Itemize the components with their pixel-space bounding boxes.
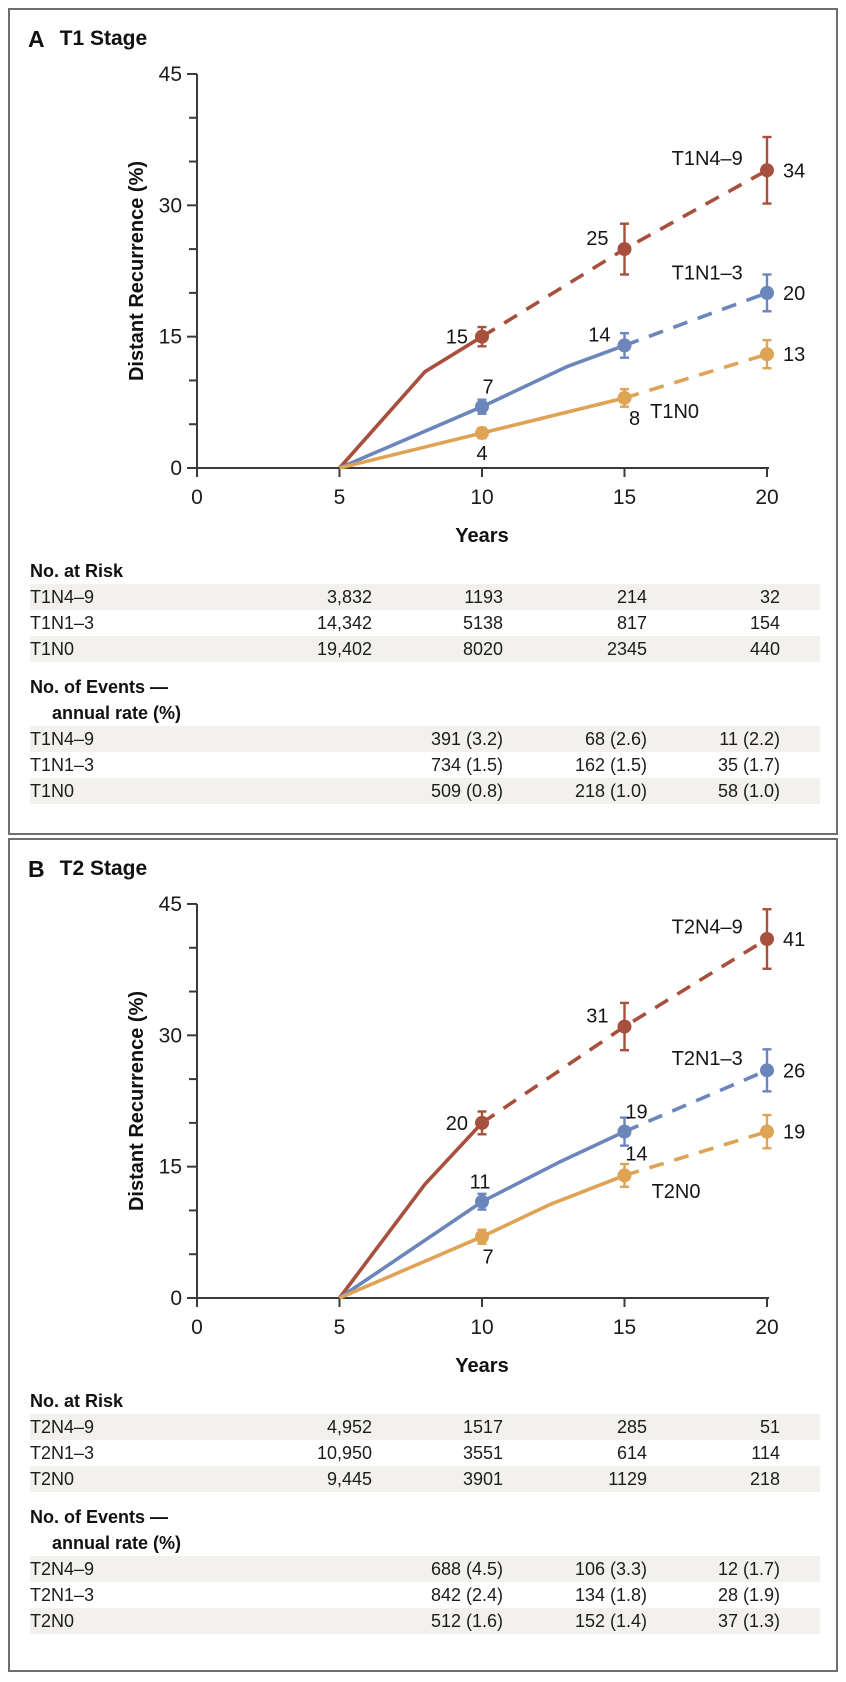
- row-value: 509 (0.8): [430, 781, 503, 801]
- y-tick-label: 0: [170, 457, 182, 480]
- point-value-label: 34: [783, 160, 806, 183]
- row-value: 19,402: [316, 639, 372, 659]
- row-label: T1N0: [30, 781, 75, 801]
- table-row: [30, 752, 820, 778]
- row-value: 3,832: [326, 587, 372, 607]
- series-solid-line: [340, 1123, 483, 1298]
- row-value: 10,950: [316, 1443, 372, 1463]
- row-value: 391 (3.2): [430, 729, 503, 749]
- t2-recurrence-chart: [10, 884, 836, 1384]
- row-label: T1N0: [30, 639, 75, 659]
- table-row: [30, 610, 820, 636]
- data-point: [475, 426, 489, 440]
- point-value-label: 7: [482, 376, 494, 399]
- row-value: 2345: [606, 639, 647, 659]
- t1-events-table: [30, 726, 820, 804]
- row-value: 1193: [464, 587, 503, 607]
- point-value-label: 8: [628, 407, 641, 430]
- t2-events-header-line1: No. of Events —: [30, 1507, 169, 1527]
- row-value: [180, 752, 372, 778]
- row-label: T1N1–3: [30, 613, 95, 633]
- y-tick-label: 0: [170, 1287, 182, 1310]
- t1-events-header: [30, 674, 836, 726]
- data-point: [475, 330, 489, 344]
- row-value: [180, 726, 372, 752]
- panel-b-title-row: [28, 854, 836, 884]
- row-value: 134 (1.8): [574, 1585, 647, 1605]
- panel-b-stage-title: T2 Stage: [59, 857, 148, 880]
- row-value: 614: [616, 1443, 647, 1463]
- table-row: [30, 778, 820, 804]
- row-value: 4,952: [326, 1417, 372, 1437]
- point-value-label: 4: [476, 442, 488, 465]
- t1-no-at-risk-table: [30, 584, 820, 662]
- point-value-label: 20: [445, 1112, 468, 1135]
- row-value: 37 (1.3): [717, 1611, 780, 1631]
- table-row: [30, 1466, 820, 1492]
- plot-area: [126, 63, 805, 547]
- series-dashed-line: [625, 293, 768, 346]
- series-name-label: T1N0: [650, 401, 700, 424]
- t2-events-header-line2: annual rate (%): [52, 1533, 182, 1553]
- row-value: 285: [616, 1417, 647, 1437]
- x-tick-label: 10: [470, 486, 494, 509]
- x-tick-label: 15: [612, 486, 637, 509]
- row-value: 1517: [462, 1417, 503, 1437]
- series-T2N4–9: [340, 909, 806, 1298]
- series-T2N1–3: [340, 1048, 806, 1298]
- y-tick-label: 30: [158, 194, 182, 218]
- row-value: 114: [751, 1443, 780, 1463]
- x-tick-label: 15: [612, 1316, 637, 1339]
- y-tick-label: 45: [158, 892, 182, 916]
- row-label: T2N4–9: [30, 1559, 95, 1579]
- row-label: T1N4–9: [30, 587, 95, 607]
- row-value: 842 (2.4): [430, 1585, 503, 1605]
- row-value: 817: [616, 613, 647, 633]
- x-tick-label: 10: [470, 1316, 494, 1339]
- t1-no-at-risk-header: No. at Risk: [30, 561, 124, 581]
- t2-no-at-risk-header: No. at Risk: [30, 1391, 124, 1411]
- row-value: 9,445: [326, 1469, 372, 1489]
- row-value: 3901: [462, 1469, 503, 1489]
- point-value-label: 15: [445, 326, 468, 349]
- t1-events-header-line1: No. of Events —: [30, 677, 169, 697]
- row-value: 1129: [608, 1469, 647, 1489]
- row-value: 58 (1.0): [717, 781, 780, 801]
- data-point: [760, 163, 774, 177]
- row-value: 5138: [462, 613, 503, 633]
- t1-events-header-line2: annual rate (%): [52, 703, 182, 723]
- series-solid-line: [340, 1132, 625, 1298]
- row-label: T2N1–3: [30, 1585, 95, 1605]
- row-value: [180, 778, 372, 804]
- t2-no-at-risk-table: [30, 1414, 820, 1492]
- series-name-label: T2N1–3: [671, 1048, 743, 1071]
- point-value-label: 11: [469, 1171, 491, 1194]
- x-axis-label: Years: [455, 525, 509, 547]
- x-tick-label: 5: [333, 1316, 346, 1339]
- row-value: 14,342: [316, 613, 372, 633]
- y-tick-label: 30: [158, 1024, 182, 1048]
- data-point: [475, 1116, 489, 1130]
- row-label: T1N1–3: [30, 755, 95, 775]
- table-row: [30, 636, 820, 662]
- point-value-label: 31: [586, 1005, 609, 1028]
- point-value-label: 7: [482, 1246, 494, 1269]
- data-point: [760, 1063, 774, 1077]
- point-value-label: 26: [783, 1060, 806, 1083]
- point-value-label: 14: [588, 324, 611, 347]
- data-point: [618, 338, 632, 352]
- t2-events-table: [30, 1556, 820, 1634]
- plot-area: [126, 893, 805, 1377]
- data-point: [475, 1195, 489, 1209]
- y-tick-label: 45: [158, 62, 182, 86]
- data-point: [760, 347, 774, 361]
- x-tick-label: 20: [755, 486, 779, 509]
- table-row: [30, 726, 820, 752]
- point-value-label: 13: [783, 344, 806, 367]
- row-label: T2N4–9: [30, 1417, 95, 1437]
- row-value: 32: [759, 587, 780, 607]
- table-row: [30, 1582, 820, 1608]
- series-name-label: T2N4–9: [671, 916, 743, 939]
- series-T1N0: [340, 340, 806, 468]
- panel-a-stage-title: T1 Stage: [59, 27, 148, 50]
- row-label: T2N0: [30, 1611, 75, 1631]
- series-solid-line: [340, 337, 483, 468]
- row-value: 688 (4.5): [430, 1559, 503, 1579]
- data-point: [618, 1168, 632, 1182]
- data-point: [475, 1230, 489, 1244]
- table-row: [30, 584, 820, 610]
- row-value: 28 (1.9): [717, 1585, 780, 1605]
- y-tick-label: 15: [158, 1155, 182, 1179]
- panel-a-letter: A: [28, 25, 45, 52]
- row-value: 734 (1.5): [430, 755, 503, 775]
- point-value-label: 19: [625, 1101, 648, 1124]
- row-value: 218: [749, 1469, 780, 1489]
- panel-a-title-row: [28, 24, 836, 54]
- table-row: [30, 1556, 820, 1582]
- series-name-label: T1N4–9: [671, 148, 743, 171]
- row-value: 218 (1.0): [574, 781, 647, 801]
- row-label: T2N0: [30, 1469, 75, 1489]
- data-point: [760, 932, 774, 946]
- row-value: [180, 1582, 372, 1608]
- row-value: 154: [749, 613, 780, 633]
- row-value: 35 (1.7): [717, 755, 780, 775]
- row-value: 214: [616, 587, 647, 607]
- point-value-label: 25: [586, 228, 609, 251]
- row-value: 11 (2.2): [719, 729, 780, 749]
- row-label: T2N1–3: [30, 1443, 95, 1463]
- row-value: 512 (1.6): [430, 1611, 503, 1631]
- x-tick-label: 0: [191, 1316, 203, 1339]
- row-value: 152 (1.4): [574, 1611, 647, 1631]
- data-point: [618, 242, 632, 256]
- series-dashed-line: [625, 354, 768, 398]
- data-point: [760, 286, 774, 300]
- row-label: T1N4–9: [30, 729, 95, 749]
- panel-b-letter: B: [28, 855, 45, 882]
- point-value-label: 41: [783, 929, 806, 952]
- table-row: [30, 1440, 820, 1466]
- series-T1N4–9: [340, 137, 806, 468]
- row-value: 440: [749, 639, 780, 659]
- row-value: 106 (3.3): [574, 1559, 647, 1579]
- point-value-label: 19: [783, 1121, 806, 1144]
- data-point: [618, 1020, 632, 1034]
- table-row: [30, 1414, 820, 1440]
- row-value: 12 (1.7): [717, 1559, 780, 1579]
- table-row: [30, 1608, 820, 1634]
- t2-events-header: [30, 1504, 836, 1556]
- series-name-label: T2N0: [651, 1181, 701, 1204]
- x-tick-label: 20: [755, 1316, 779, 1339]
- row-value: 162 (1.5): [574, 755, 647, 775]
- x-axis-label: Years: [455, 1355, 509, 1377]
- row-value: 51: [759, 1417, 780, 1437]
- t1-recurrence-chart: [10, 54, 836, 554]
- y-axis-label: Distant Recurrence (%): [126, 990, 148, 1212]
- point-value-label: 20: [783, 282, 806, 305]
- data-point: [618, 1125, 632, 1139]
- point-value-label: 14: [625, 1143, 648, 1166]
- row-value: [180, 1556, 372, 1582]
- row-value: 3551: [462, 1443, 503, 1463]
- x-tick-label: 5: [333, 486, 346, 509]
- data-point: [618, 391, 632, 405]
- x-tick-label: 0: [191, 486, 203, 509]
- y-tick-label: 15: [158, 325, 182, 349]
- y-axis-label: Distant Recurrence (%): [126, 160, 148, 382]
- data-point: [760, 1125, 774, 1139]
- row-value: [180, 1608, 372, 1634]
- panel-b: [8, 838, 838, 1672]
- series-name-label: T1N1–3: [671, 262, 743, 285]
- data-point: [475, 400, 489, 414]
- row-value: 68 (2.6): [584, 729, 647, 749]
- row-value: 8020: [462, 639, 503, 659]
- panel-a: [8, 8, 838, 835]
